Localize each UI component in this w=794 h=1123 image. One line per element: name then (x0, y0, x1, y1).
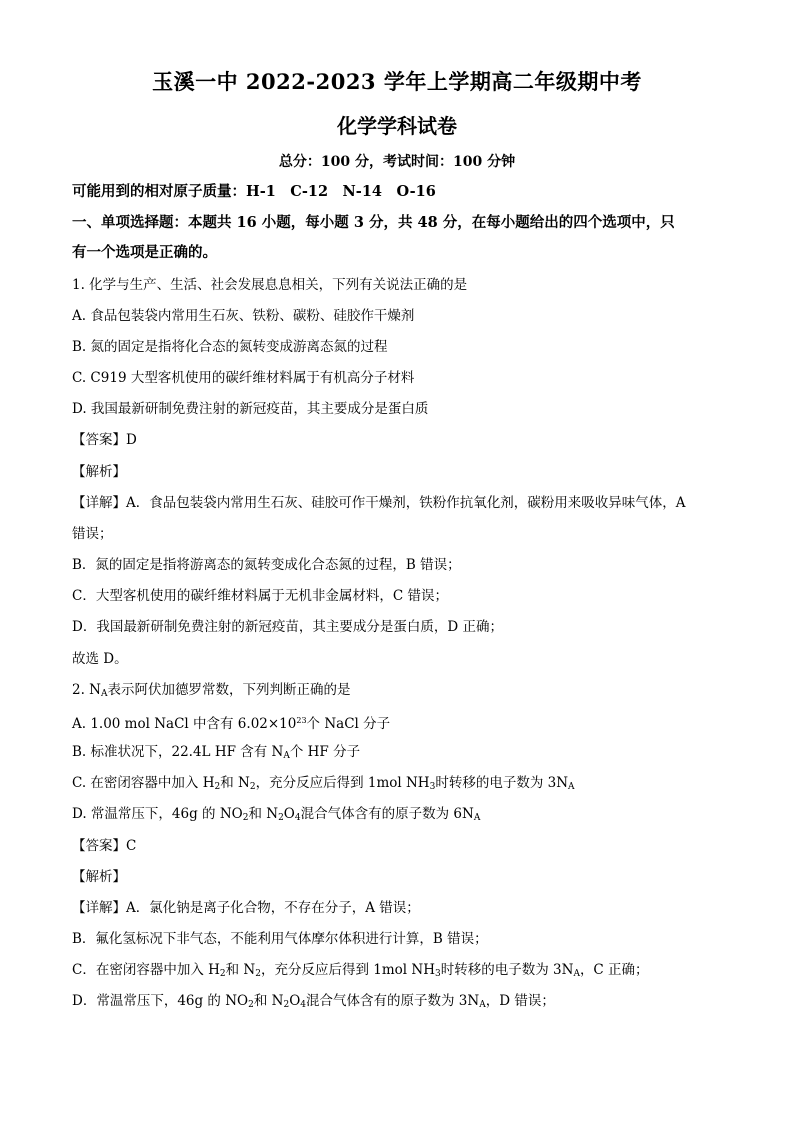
exam-subject-title: 化学学科试卷 (337, 114, 457, 138)
q2-detail-d (72, 992, 555, 1014)
q2-option-d-part3: O (283, 806, 295, 822)
q2-option-c-sub2: 2 (249, 782, 256, 792)
q2-detail-d-sub3: 4 (300, 1000, 306, 1010)
q2-detail-d-part1: D．常温常压下，46g 的 NO (72, 993, 249, 1009)
q2-option-c-sub4: A (568, 782, 575, 792)
q2-detail-c-part5: ，C 正确； (579, 962, 649, 978)
q1-detail-b: B．氮的固定是指将游离态的氮转变成化合态氮的过程，B 错误； (72, 557, 461, 573)
q2-option-c-sub3: 3 (429, 782, 436, 792)
q2-detail-a: 【详解】A．氯化钠是离子化合物，不存在分子，A 错误； (72, 900, 420, 916)
q2-option-b-suffix: 个 HF 分子 (289, 744, 361, 760)
q2-option-d-part4: 混合气体含有的原子数为 6N (300, 806, 474, 822)
q2-detail-d-part3: O (289, 993, 301, 1009)
q2-analysis-label: 【解析】 (72, 869, 126, 885)
q2-detail-c-sub4: A (573, 969, 580, 979)
q1-analysis-label: 【解析】 (72, 464, 126, 480)
q1-option-a: A. 食品包装袋内常用生石灰、铁粉、碳粉、硅胶作干燥剂 (72, 308, 415, 324)
q2-detail-c-part3: ，充分反应后得到 1mol NH (260, 962, 435, 978)
q2-detail-d-part5: ，D 错误； (485, 993, 555, 1009)
section-heading-line2: 有一个选项是正确的。 (72, 244, 217, 261)
q2-detail-c-sub2: 2 (255, 969, 261, 979)
q2-stem (72, 681, 350, 703)
q1-detail-d: D．我国最新研制免费注射的新冠疫苗，其主要成分是蛋白质，D 正确； (72, 619, 503, 635)
section-heading-line1: 一、单项选择题：本题共 16 小题，每小题 3 分，共 48 分，在每小题给出的四个选项中，只 (72, 214, 675, 231)
q2-detail-c-sub3: 3 (435, 969, 441, 979)
q2-option-d-sub4: A (473, 813, 481, 823)
q2-option-b (72, 743, 360, 765)
q2-detail-d-sub2: 2 (283, 1000, 290, 1010)
q1-detail-a-line1: 【详解】A．食品包装袋内常用生石灰、硅胶可作干燥剂，铁粉作抗氧化剂，碳粉用来吸收异味气体，A (72, 495, 686, 511)
q2-option-d-part2: 和 N (248, 806, 279, 822)
q1-answer: 【答案】D (72, 432, 137, 448)
q2-detail-c-sub1: 2 (219, 969, 226, 979)
q2-option-d-sub3: 4 (294, 813, 301, 823)
q1-detail-c: C．大型客机使用的碳纤维材料属于无机非金属材料，C 错误； (72, 588, 448, 604)
atomic-mass-info: 可能用到的相对原子质量：H-1 C-12 N-14 O-16 (72, 183, 436, 200)
q2-option-c-part3: ，充分反应后得到 1mol NH (255, 775, 430, 791)
q1-conclusion: 故选 D。 (72, 651, 128, 667)
q2-option-c-part4: 时转移的电子数为 3N (435, 775, 569, 791)
exam-title: 玉溪一中 2022-2023 学年上学期高二年级期中考 (152, 69, 642, 94)
q2-option-c-part2: 和 N (220, 775, 250, 791)
q2-option-a-suffix: 个 NaCl 分子 (306, 716, 391, 732)
q2-option-d-part1: D. 常温常压下，46g 的 NO (72, 806, 243, 822)
q2-detail-c-part4: 时转移的电子数为 3N (440, 962, 574, 978)
q1-detail-a-line2: 错误； (72, 526, 113, 542)
q2-option-c-part1: C. 在密闭容器中加入 H (72, 775, 215, 791)
q2-option-a-text: A. 1.00 mol NaCl 中含有 6.02×10 (72, 716, 297, 732)
q2-detail-d-sub4: A (479, 1000, 486, 1010)
q2-detail-d-sub1: 2 (248, 1000, 254, 1010)
q2-option-b-text: B. 标准状况下，22.4L HF 含有 N (72, 744, 284, 760)
q2-option-a-superscript: 23 (296, 716, 307, 725)
q2-answer: 【答案】C (72, 838, 137, 854)
q2-option-d-sub2: 2 (278, 813, 284, 823)
q1-stem: 1. 化学与生产、生活、社会发展息息相关，下列有关说法正确的是 (72, 277, 468, 293)
q2-option-c (72, 774, 575, 796)
q2-detail-b: B．氟化氢标况下非气态，不能利用气体摩尔体积进行计算，B 错误； (72, 931, 488, 947)
q2-stem-text: 表示阿伏加德罗常数，下列判断正确的是 (107, 682, 351, 698)
q2-option-b-subscript: A (283, 751, 290, 761)
q2-option-d-sub1: 2 (242, 813, 249, 823)
q1-option-b: B. 氮的固定是指将化合态的氮转变成游离态氮的过程 (72, 339, 388, 355)
q2-detail-d-part4: 混合气体含有的原子数为 3N (306, 993, 480, 1009)
q2-detail-c-part2: 和 N (225, 962, 256, 978)
q2-detail-d-part2: 和 N (253, 993, 284, 1009)
q2-detail-c-part1: C．在密闭容器中加入 H (72, 962, 220, 978)
q2-option-a (72, 712, 390, 733)
q2-stem-prefix: 2. N (72, 682, 101, 698)
score-time-info: 总分：100 分，考试时间：100 分钟 (278, 154, 516, 170)
q1-option-d: D. 我国最新研制免费注射的新冠疫苗，其主要成分是蛋白质 (72, 401, 429, 417)
q2-stem-subscript: A (100, 689, 108, 699)
q1-option-c: C. C919 大型客机使用的碳纤维材料属于有机高分子材料 (72, 370, 415, 386)
q2-option-d (72, 805, 480, 827)
q2-option-c-sub1: 2 (214, 782, 221, 792)
q2-detail-c (72, 961, 649, 983)
